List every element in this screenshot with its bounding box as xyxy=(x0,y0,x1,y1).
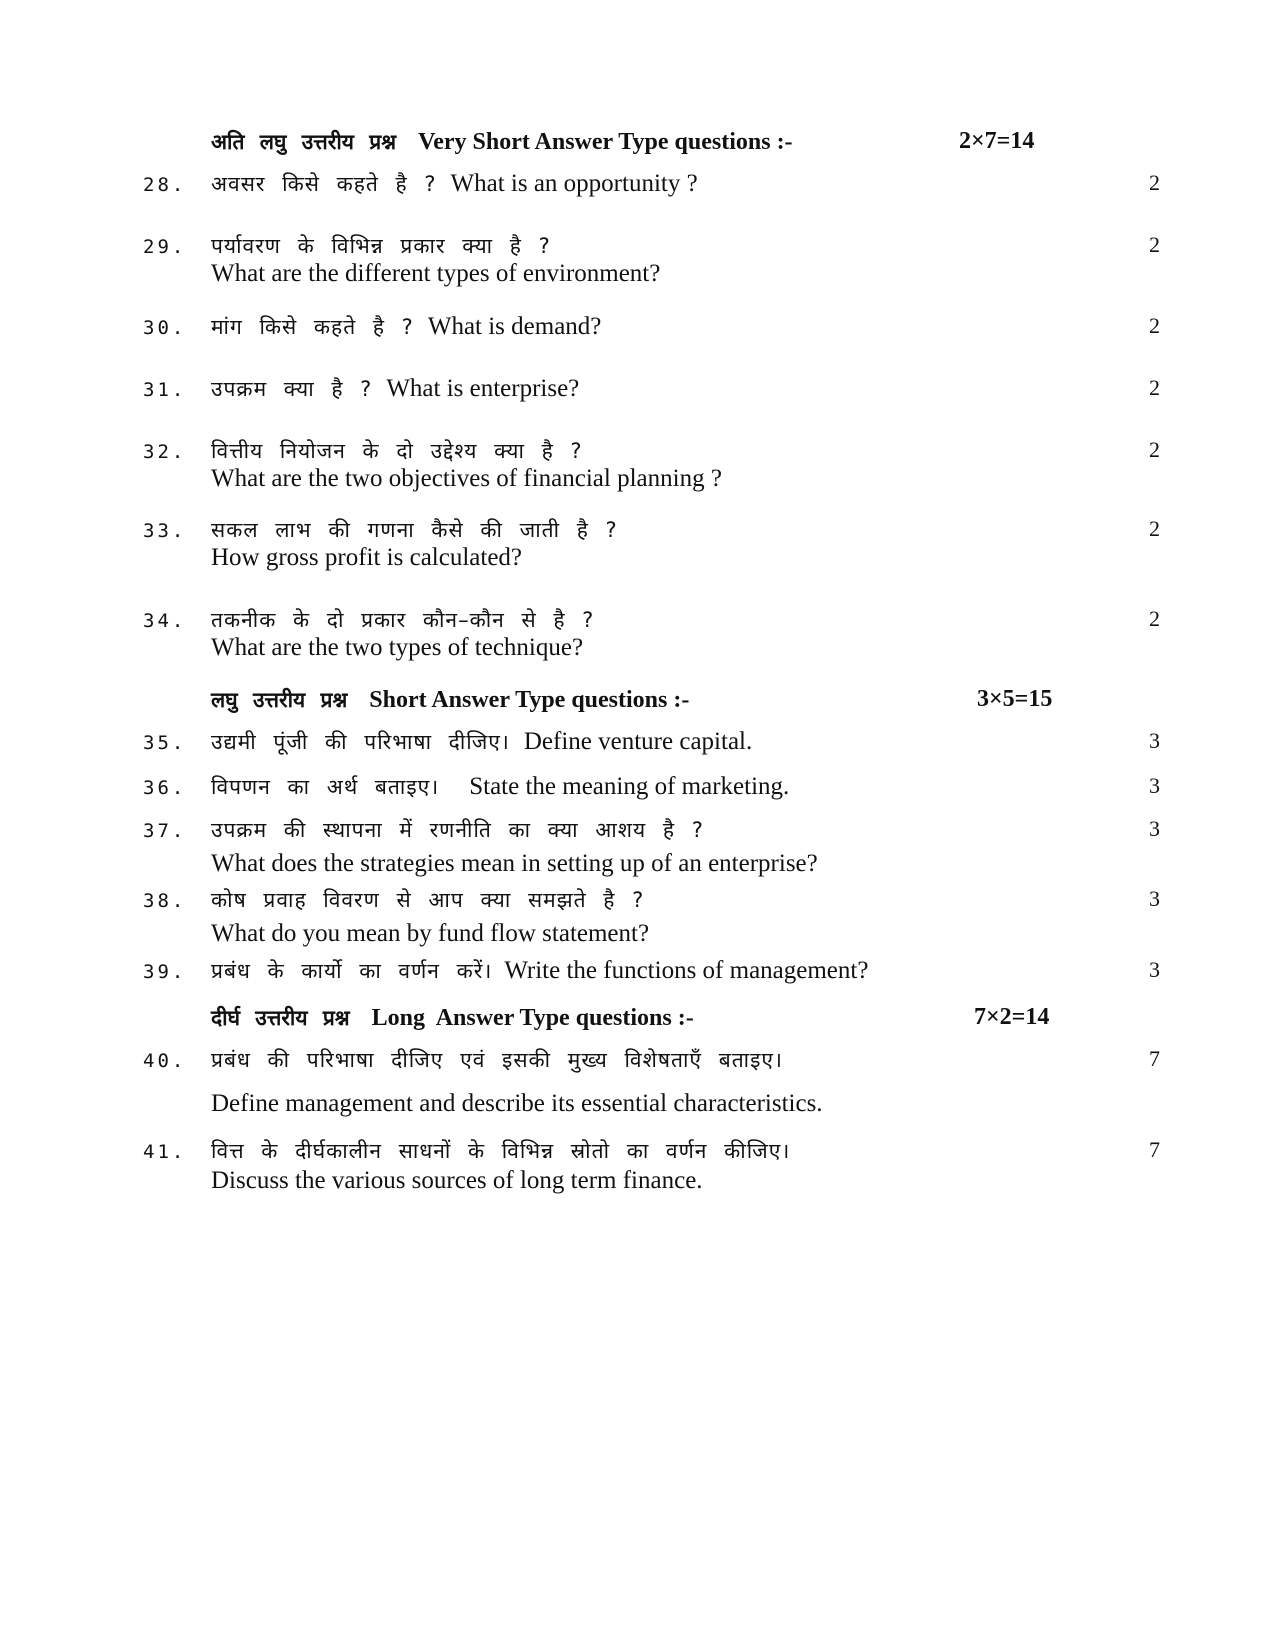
question-english: What is enterprise? xyxy=(386,375,580,402)
question-number: 34. xyxy=(143,610,187,632)
question-english-line xyxy=(211,260,1075,288)
section-header-long xyxy=(211,1004,1095,1032)
question-hindi-line xyxy=(211,606,1075,634)
question-marks: 7 xyxy=(1149,1046,1160,1071)
question-english-line xyxy=(211,1090,1075,1118)
question-hindi: पर्यावरण के विभिन्न प्रकार क्या है ? xyxy=(211,234,551,258)
question-marks: 3 xyxy=(1149,728,1160,753)
question-english-line xyxy=(211,1167,1075,1195)
question-english: What is an opportunity ? xyxy=(450,170,698,197)
question-hindi: उपक्रम की स्थापना में रणनीति का क्या आशय है ? xyxy=(211,818,704,842)
question-hindi: वित्त के दीर्घकालीन साधनों के विभिन्न स्रोतो का वर्णन कीजिए। xyxy=(211,1139,791,1163)
question-hindi-line xyxy=(211,232,1075,260)
question-number: 33. xyxy=(143,520,187,542)
section-title-english: Very Short Answer Type questions :- xyxy=(418,129,793,155)
question-english: Define venture capital. xyxy=(523,728,753,755)
question-english-line xyxy=(211,920,1075,948)
question-text xyxy=(211,773,1075,801)
question-number: 41. xyxy=(143,1141,187,1163)
section-title-english: Long Answer Type questions :- xyxy=(371,1005,694,1031)
section-header-very-short xyxy=(211,128,1095,156)
question-text xyxy=(211,170,1075,198)
section-total-marks: 7×2=14 xyxy=(974,1004,1050,1030)
question-hindi: मांग किसे कहते है ? xyxy=(211,315,414,339)
question-marks: 2 xyxy=(1149,375,1160,400)
question-number: 36. xyxy=(143,777,187,799)
question-english: What is demand? xyxy=(427,313,602,340)
question-english: Discuss the various sources of long term finance. xyxy=(211,1167,703,1194)
question-hindi: अवसर किसे कहते है ? xyxy=(211,172,437,196)
section-title-hindi: लघु उत्तरीय प्रश्न xyxy=(211,688,348,712)
question-hindi: वित्तीय नियोजन के दो उद्देश्य क्या है ? xyxy=(211,439,583,463)
question-english: What are the different types of environment? xyxy=(211,260,661,287)
question-marks: 3 xyxy=(1149,957,1160,982)
question-hindi: तकनीक के दो प्रकार कौन–कौन से है ? xyxy=(211,608,595,632)
question-number: 39. xyxy=(143,961,187,983)
question-hindi-line xyxy=(211,437,1075,465)
question-text xyxy=(211,728,1075,756)
question-hindi: कोष प्रवाह विवरण से आप क्या समझते है ? xyxy=(211,888,645,912)
question-english: What does the strategies mean in setting up of an enterprise? xyxy=(211,850,818,877)
question-marks: 2 xyxy=(1149,170,1160,195)
question-marks: 2 xyxy=(1149,313,1160,338)
section-total-marks: 3×5=15 xyxy=(977,686,1053,712)
section-title-english: Short Answer Type questions :- xyxy=(369,687,690,713)
question-hindi: प्रबंध के कार्यो का वर्णन करें। xyxy=(211,959,493,983)
question-english-line xyxy=(211,544,1075,572)
question-marks: 3 xyxy=(1149,773,1160,798)
question-number: 31. xyxy=(143,379,187,401)
question-marks: 2 xyxy=(1149,606,1160,631)
question-marks: 3 xyxy=(1149,886,1160,911)
question-number: 37. xyxy=(143,820,187,842)
question-english: State the meaning of marketing. xyxy=(469,773,790,800)
question-number: 29. xyxy=(143,236,187,258)
question-marks: 2 xyxy=(1149,437,1160,462)
question-hindi-line xyxy=(211,886,1075,914)
question-marks: 3 xyxy=(1149,816,1160,841)
question-english: What are the two types of technique? xyxy=(211,634,584,661)
question-number: 28. xyxy=(143,174,187,196)
question-english: Write the functions of management? xyxy=(504,957,869,984)
question-hindi: प्रबंध की परिभाषा दीजिए एवं इसकी मुख्य विशेषताएँ बताइए। xyxy=(211,1048,784,1072)
section-title-hindi: दीर्घ उत्तरीय प्रश्न xyxy=(211,1006,350,1030)
question-marks: 2 xyxy=(1149,232,1160,257)
question-marks: 7 xyxy=(1149,1137,1160,1162)
question-english: What are the two objectives of financial planning ? xyxy=(211,465,722,492)
question-number: 35. xyxy=(143,732,187,754)
section-total-marks: 2×7=14 xyxy=(959,128,1035,154)
question-english: What do you mean by fund flow statement? xyxy=(211,920,650,947)
question-english: Define management and describe its essential characteristics. xyxy=(211,1090,823,1117)
question-hindi-line xyxy=(211,1046,1075,1074)
question-english-line xyxy=(211,465,1075,493)
question-text xyxy=(211,313,1075,341)
question-hindi-line xyxy=(211,816,1075,844)
question-english-line xyxy=(211,850,1075,878)
question-hindi: उपक्रम क्या है ? xyxy=(211,377,373,401)
question-text xyxy=(211,375,1075,403)
question-english-line xyxy=(211,634,1075,662)
question-marks: 2 xyxy=(1149,516,1160,541)
question-hindi-line xyxy=(211,1137,1075,1165)
question-hindi-line xyxy=(211,516,1075,544)
section-title-hindi: अति लघु उत्तरीय प्रश्न xyxy=(211,130,397,154)
question-text xyxy=(211,957,1075,985)
question-number: 32. xyxy=(143,441,187,463)
question-english: How gross profit is calculated? xyxy=(211,544,523,571)
question-hindi: उद्यमी पूंजी की परिभाषा दीजिए। xyxy=(211,730,510,754)
section-header-short xyxy=(211,686,1095,714)
question-number: 40. xyxy=(143,1050,187,1072)
question-hindi: विपणन का अर्थ बताइए। xyxy=(211,775,440,799)
question-number: 38. xyxy=(143,890,187,912)
question-hindi: सकल लाभ की गणना कैसे की जाती है ? xyxy=(211,518,618,542)
question-number: 30. xyxy=(143,317,187,339)
